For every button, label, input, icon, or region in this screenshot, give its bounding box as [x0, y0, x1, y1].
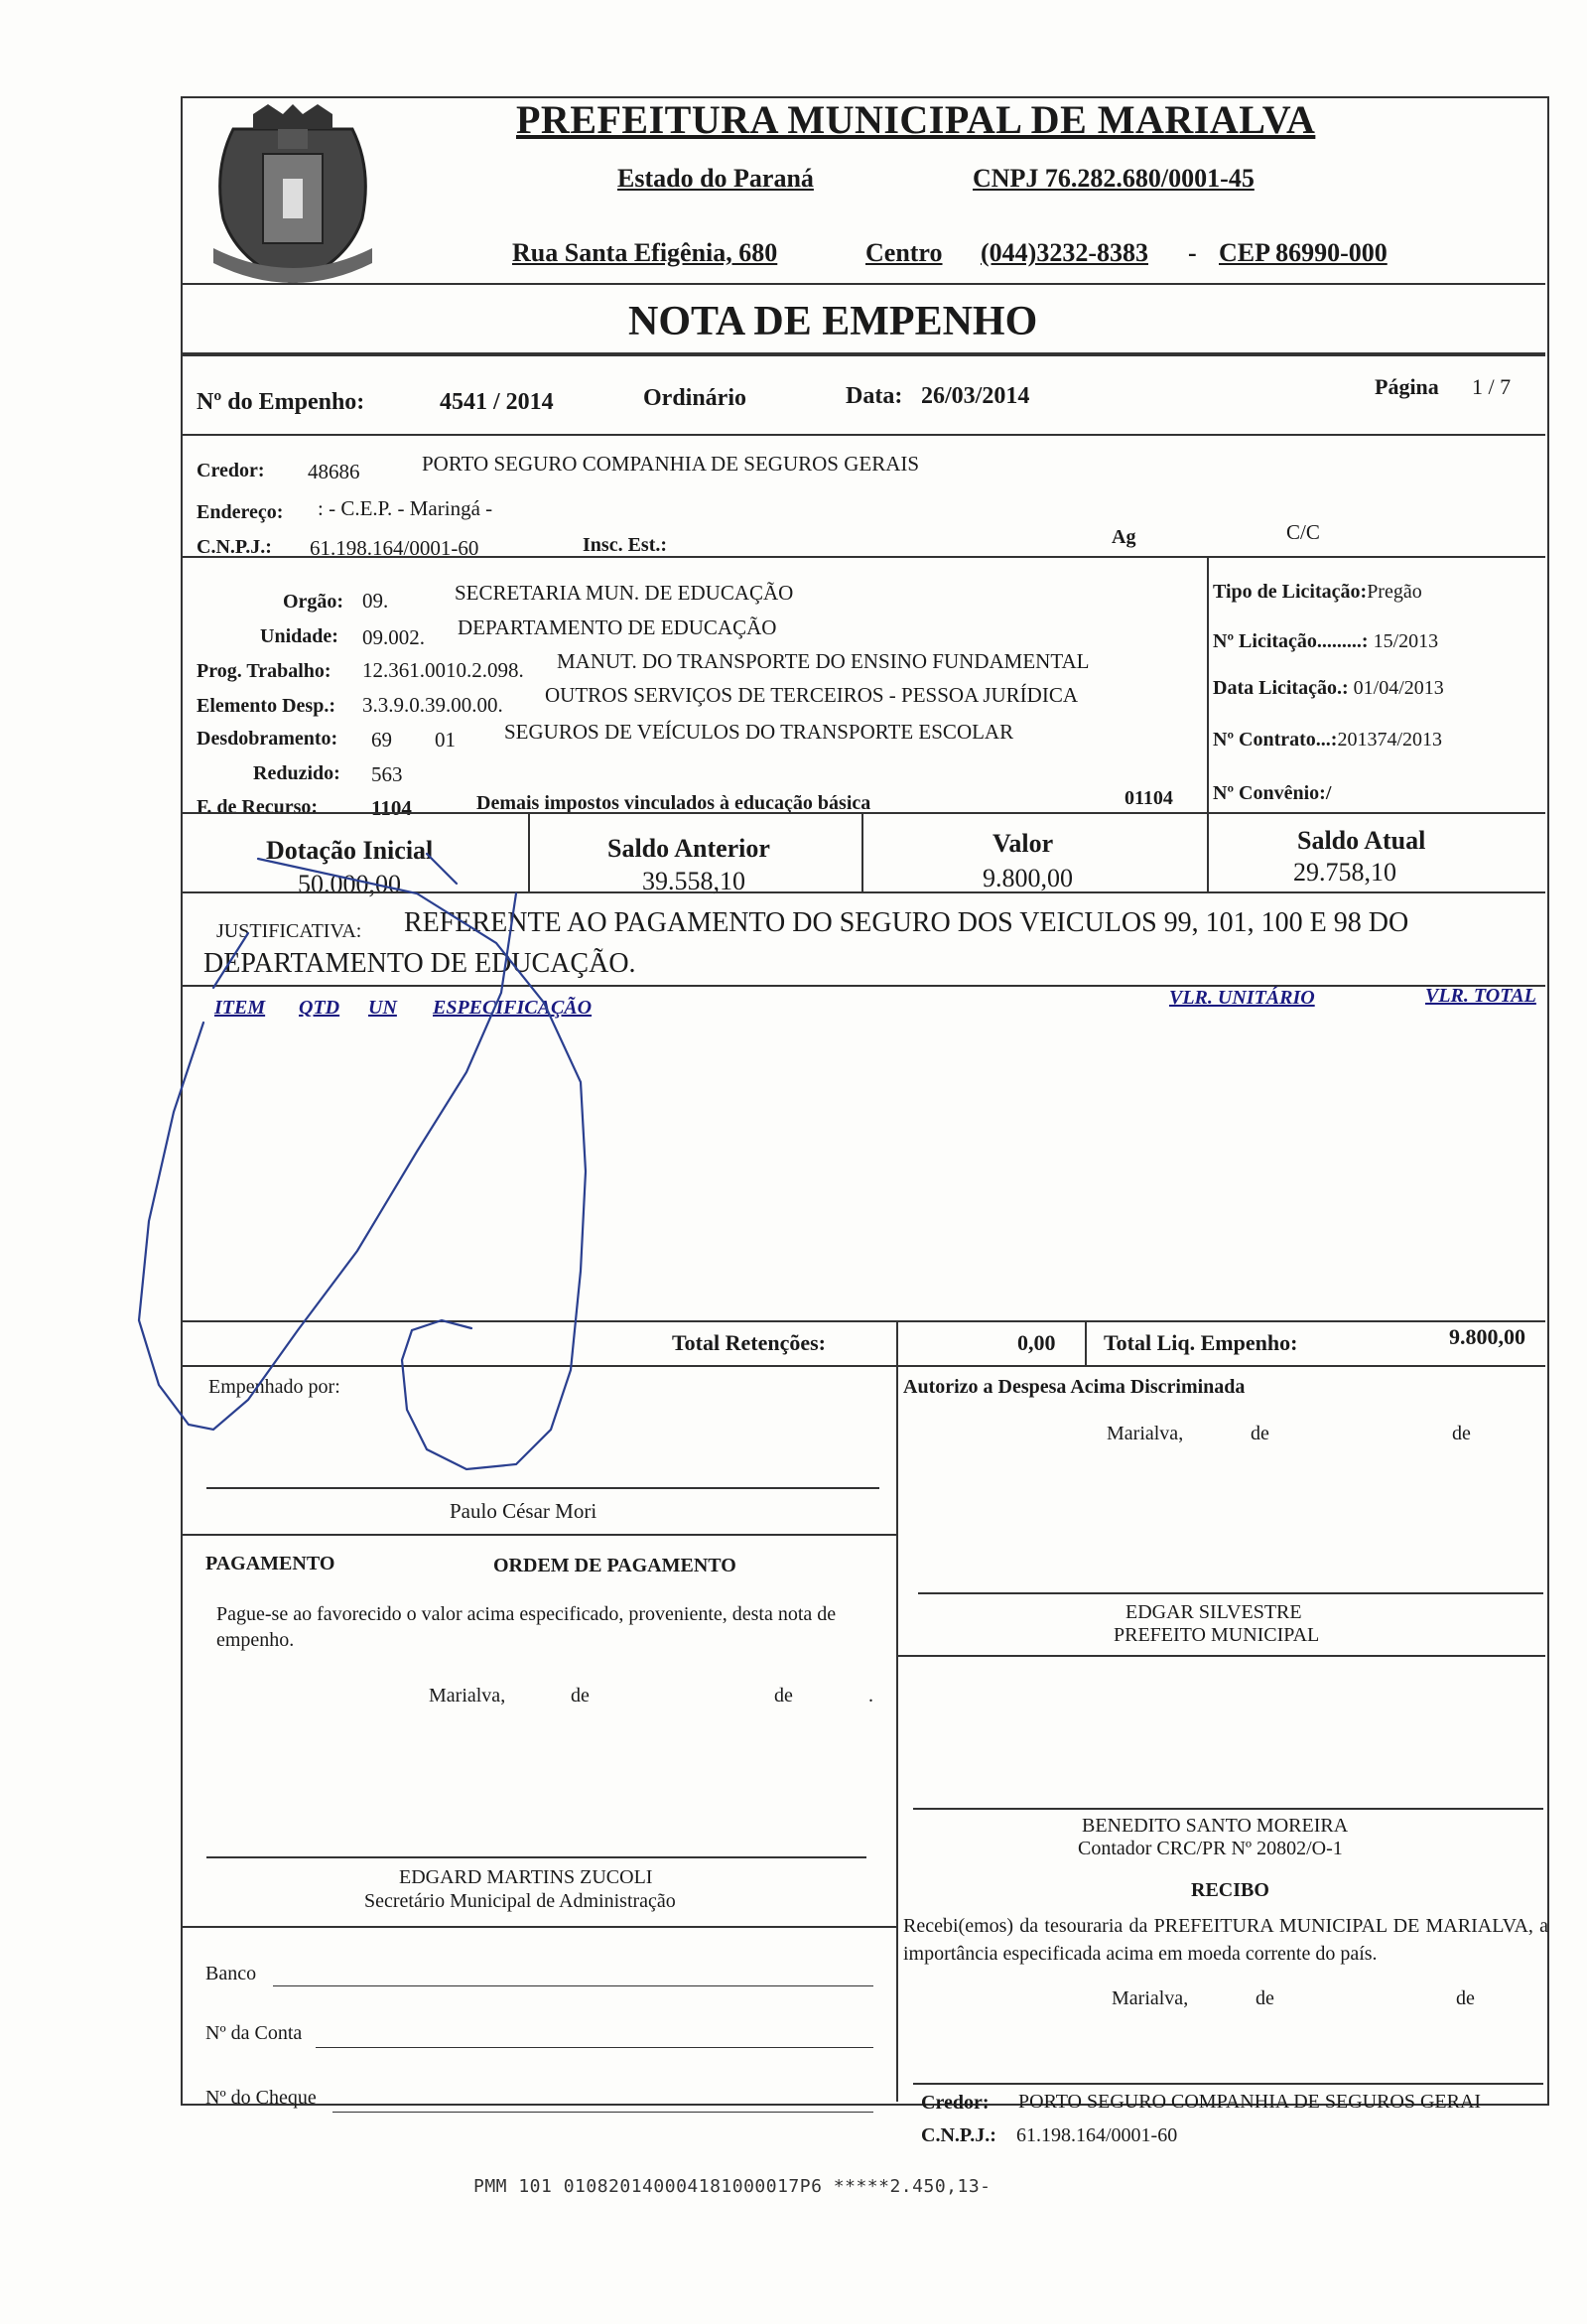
- unidade-name: DEPARTAMENTO DE EDUCAÇÃO: [458, 615, 777, 639]
- elemento-label: Elemento Desp.:: [197, 695, 335, 717]
- tipo-licitacao-label: Tipo de Licitação:: [1213, 581, 1368, 603]
- reduzido-value: 563: [371, 762, 403, 786]
- prog-code: 12.361.0010.2.098.: [362, 658, 524, 682]
- recibo-text: Recebi(emos) da tesouraria da PREFEITURA MUNICIPAL DE MARIALVA, a importância especificada acima em moeda corrente do país.: [903, 1915, 1548, 1965]
- header-address: Rua Santa Efigênia, 680: [512, 238, 778, 267]
- recibo-credor: PORTO SEGURO COMPANHIA DE SEGUROS GERAI: [1018, 2091, 1482, 2113]
- numero-licitacao-value: 15/2013: [1373, 630, 1439, 652]
- header-cnpj: CNPJ 76.282.680/0001-45: [973, 164, 1255, 193]
- numero-contrato-value: 201374/2013: [1337, 729, 1443, 751]
- recurso-code-2: 01104: [1124, 787, 1173, 809]
- page-label: Página: [1375, 374, 1439, 399]
- justificativa-line-1: REFERENTE AO PAGAMENTO DO SEGURO DOS VEICULOS 99, 101, 100 E 98 DO: [404, 907, 1409, 938]
- saldo-anterior-label: Saldo Anterior: [607, 834, 770, 863]
- credor-address: : - C.E.P. - Maringá -: [318, 496, 493, 520]
- col-especificacao: ESPECIFICAÇÃO: [433, 997, 593, 1019]
- insc-label: Insc. Est.:: [583, 534, 668, 556]
- footer-code: PMM 101 010820140004181000017P6 *****2.450,13-: [473, 2176, 992, 2197]
- col-item: ITEM: [214, 997, 266, 1019]
- elemento-name: OUTROS SERVIÇOS DE TERCEIROS - PESSOA JURÍDICA: [545, 683, 1079, 707]
- header-cep: CEP 86990-000: [1219, 238, 1388, 267]
- justificativa-line-2: DEPARTAMENTO DE EDUCAÇÃO.: [203, 948, 636, 979]
- date-label: Data:: [846, 383, 903, 409]
- col-qtd: QTD: [299, 997, 340, 1019]
- tipo-licitacao-value: Pregão: [1367, 581, 1422, 603]
- header-separator: -: [1188, 238, 1197, 267]
- col-vlr-total: VLR. TOTAL: [1425, 985, 1536, 1007]
- col-un: UN: [368, 997, 397, 1019]
- header-phone: (044)3232-8383: [981, 238, 1148, 267]
- recibo-de-1: de: [1256, 1987, 1274, 2009]
- credor-name: PORTO SEGURO COMPANHIA DE SEGUROS GERAIS: [422, 452, 920, 476]
- saldo-atual-value: 29.758,10: [1293, 858, 1396, 887]
- orgao-label: Orgão:: [283, 591, 344, 613]
- data-licitacao-value: 01/04/2013: [1353, 677, 1444, 699]
- banco-label: Banco: [205, 1963, 257, 1984]
- recibo-de-2: de: [1456, 1987, 1475, 2009]
- empenhado-signer: Paulo César Mori: [450, 1499, 597, 1523]
- numero-licitacao-label: Nº Licitação.........:: [1213, 630, 1369, 652]
- conta-label: Nº da Conta: [205, 2022, 303, 2044]
- orgao-code: 09.: [362, 589, 389, 613]
- recurso-label: F. de Recurso:: [197, 796, 319, 818]
- pagamento-label: PAGAMENTO: [205, 1553, 335, 1574]
- valor-label: Valor: [992, 829, 1054, 858]
- col-vlr-unitario: VLR. UNITÁRIO: [1169, 987, 1315, 1009]
- unidade-code: 09.002.: [362, 625, 425, 649]
- dotacao-value: 50.000,00: [298, 870, 401, 898]
- recurso-name: Demais impostos vinculados à educação básica: [476, 792, 871, 814]
- empenho-number-label: Nº do Empenho:: [197, 389, 365, 415]
- prog-name: MANUT. DO TRANSPORTE DO ENSINO FUNDAMENTAL: [557, 649, 1090, 673]
- prefeito-name: EDGAR SILVESTRE: [1125, 1601, 1302, 1623]
- desdobramento-label: Desdobramento:: [197, 728, 338, 750]
- recibo-cnpj-label: C.N.P.J.:: [921, 2124, 996, 2146]
- credor-cnpj: 61.198.164/0001-60: [310, 536, 479, 560]
- saldo-atual-label: Saldo Atual: [1297, 826, 1426, 855]
- secretario-role: Secretário Municipal de Administração: [364, 1890, 676, 1912]
- total-liquido-value: 9.800,00: [1449, 1324, 1525, 1349]
- desdobramento-code-2: 01: [435, 728, 456, 752]
- state-name: Estado do Paraná: [617, 164, 814, 193]
- ordem-pagamento-label: ORDEM DE PAGAMENTO: [493, 1555, 736, 1576]
- recibo-credor-label: Credor:: [921, 2092, 990, 2114]
- autorizo-label: Autorizo a Despesa Acima Discriminada: [903, 1376, 1246, 1398]
- empenho-number: 4541 / 2014: [440, 389, 554, 415]
- secretario-name: EDGARD MARTINS ZUCOLI: [399, 1866, 653, 1888]
- pagamento-de-2: de: [774, 1685, 793, 1707]
- prefeito-role: PREFEITO MUNICIPAL: [1114, 1624, 1320, 1646]
- desdobramento-code-1: 69: [371, 728, 392, 752]
- dotacao-label: Dotação Inicial: [266, 836, 434, 865]
- valor-value: 9.800,00: [983, 864, 1073, 892]
- pagamento-city: Marialva,: [429, 1685, 506, 1707]
- orgao-name: SECRETARIA MUN. DE EDUCAÇÃO: [455, 581, 794, 605]
- address-label: Endereço:: [197, 501, 284, 523]
- elemento-code: 3.3.9.0.39.00.00.: [362, 693, 503, 717]
- recurso-code: 1104: [371, 796, 412, 820]
- document-title: NOTA DE EMPENHO: [628, 299, 1038, 344]
- unidade-label: Unidade:: [260, 625, 338, 647]
- contador-role: Contador CRC/PR Nº 20802/O-1: [1078, 1838, 1343, 1859]
- cnpj-label: C.N.P.J.:: [197, 536, 272, 558]
- autorizo-de-2: de: [1452, 1423, 1471, 1444]
- pagamento-dot: .: [868, 1685, 873, 1707]
- contador-name: BENEDITO SANTO MOREIRA: [1082, 1815, 1349, 1837]
- cc-label: C/C: [1286, 520, 1320, 544]
- data-licitacao: [1213, 677, 1444, 700]
- empenho-date: 26/03/2014: [921, 383, 1030, 409]
- total-retencoes-label: Total Retenções:: [672, 1330, 826, 1355]
- credor-label: Credor:: [197, 460, 265, 481]
- numero-convenio: Nº Convênio:/: [1213, 782, 1332, 804]
- recibo-cnpj: 61.198.164/0001-60: [1016, 2124, 1178, 2146]
- total-retencoes-value: 0,00: [1017, 1330, 1056, 1355]
- empenho-type: Ordinário: [643, 385, 747, 411]
- recibo-city: Marialva,: [1112, 1987, 1189, 2009]
- autorizo-city: Marialva,: [1107, 1423, 1184, 1444]
- municipal-coat-of-arms: [194, 99, 392, 298]
- total-liquido-label: Total Liq. Empenho:: [1104, 1330, 1298, 1355]
- page-number: 1 / 7: [1472, 374, 1512, 399]
- autorizo-de-1: de: [1251, 1423, 1269, 1444]
- header-district: Centro: [865, 238, 943, 267]
- numero-licitacao: [1213, 630, 1438, 653]
- justificativa-label: JUSTIFICATIVA:: [216, 920, 362, 942]
- saldo-anterior-value: 39.558,10: [642, 867, 745, 895]
- recibo-label: RECIBO: [1191, 1879, 1269, 1901]
- cheque-label: Nº do Cheque: [205, 2087, 317, 2109]
- pagamento-de-1: de: [571, 1685, 590, 1707]
- page-title: PREFEITURA MUNICIPAL DE MARIALVA: [516, 97, 1316, 142]
- prog-label: Prog. Trabalho:: [197, 660, 331, 682]
- ag-label: Ag: [1112, 526, 1136, 548]
- numero-contrato: [1213, 729, 1442, 752]
- desdobramento-name: SEGUROS DE VEÍCULOS DO TRANSPORTE ESCOLAR: [504, 720, 1014, 744]
- pagamento-text: Pague-se ao favorecido o valor acima especificado, proveniente, desta nota de empenho.: [216, 1603, 837, 1651]
- data-licitacao-label: Data Licitação.:: [1213, 677, 1349, 699]
- empenhado-label: Empenhado por:: [208, 1376, 340, 1398]
- numero-contrato-label: Nº Contrato...:: [1213, 729, 1338, 751]
- reduzido-label: Reduzido:: [253, 762, 340, 784]
- credor-code: 48686: [308, 460, 360, 483]
- tipo-licitacao: [1213, 581, 1422, 604]
